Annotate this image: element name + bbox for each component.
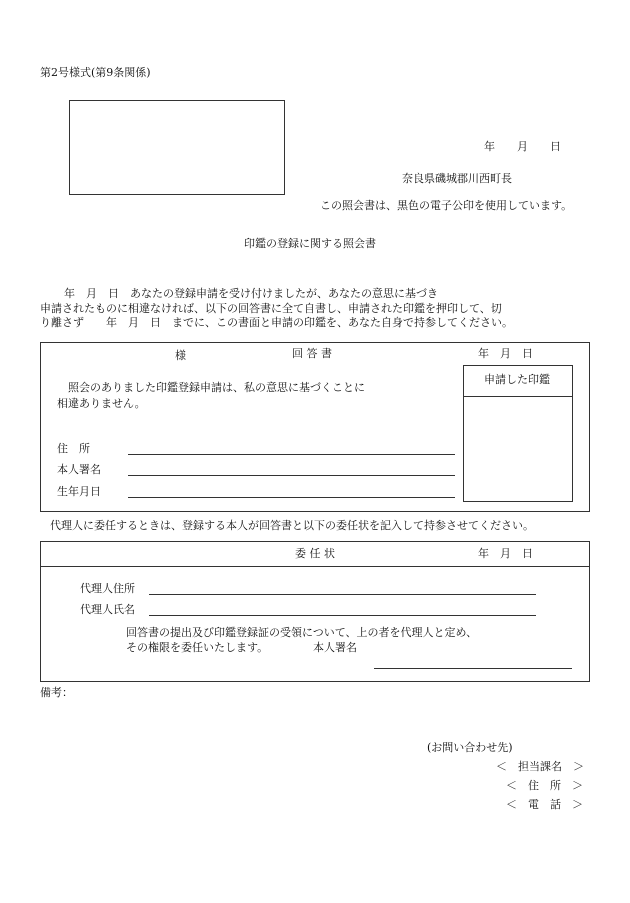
signature-label: 本人署名 xyxy=(57,463,101,476)
delegation-form xyxy=(40,541,590,682)
seal-box-label: 申請した印鑑 xyxy=(484,373,550,386)
address-field[interactable] xyxy=(128,454,455,455)
issuer-name: 奈良県磯城郡川西町長 xyxy=(402,172,512,185)
contact-address: ＜ 住 所 ＞ xyxy=(506,779,583,792)
delegation-statement-line-2: その権限を委任いたします。 xyxy=(126,641,269,654)
reply-statement-line-1: 照会のありました印鑑登録申請は、私の意思に基づくことに xyxy=(68,381,365,394)
birthdate-field[interactable] xyxy=(128,497,455,498)
proxy-name-label: 代理人氏名 xyxy=(80,603,135,616)
proxy-address-label: 代理人住所 xyxy=(80,582,135,595)
reply-statement-line-2: 相違ありません。 xyxy=(57,397,146,410)
delegation-signature-label: 本人署名 xyxy=(313,641,357,654)
electronic-seal-note: この照会書は、黒色の電子公印を使用しています。 xyxy=(320,199,573,212)
addressee-sama: 様 xyxy=(175,349,186,362)
contact-heading: (お問い合わせ先) xyxy=(427,741,513,754)
seal-impression-box xyxy=(463,365,573,502)
birthdate-label: 生年月日 xyxy=(57,485,101,498)
document-title: 印鑑の登録に関する照会書 xyxy=(244,237,376,250)
intro-line-2: 申請されたものに相違なければ、以下の回答書に全て自書し、申請された印鑑を押印して、切 xyxy=(40,302,502,315)
stamp-area-box xyxy=(69,100,285,195)
delegation-statement-line-1: 回答書の提出及び印鑑登録証の受領について、上の者を代理人と定め、 xyxy=(126,626,478,639)
delegation-header-divider xyxy=(41,566,589,567)
proxy-address-field[interactable] xyxy=(149,594,536,595)
form-number: 第2号様式(第9条関係) xyxy=(40,66,151,79)
proxy-note: 代理人に委任するときは、登録する本人が回答書と以下の委任状を記入して持参させてください。 xyxy=(50,519,534,532)
delegation-signature-field[interactable] xyxy=(374,668,572,669)
remarks-label: 備考： xyxy=(40,686,73,699)
delegation-title: 委 任 状 xyxy=(295,547,335,560)
reply-form-title: 回 答 書 xyxy=(292,347,332,360)
contact-phone: ＜ 電 話 ＞ xyxy=(506,798,583,811)
contact-department: ＜ 担当課名 ＞ xyxy=(496,760,584,773)
address-label: 住 所 xyxy=(57,442,90,455)
reply-form xyxy=(40,342,590,512)
signature-field[interactable] xyxy=(128,475,455,476)
proxy-name-field[interactable] xyxy=(149,615,536,616)
issue-date: 年 月 日 xyxy=(484,140,561,153)
reply-date: 年 月 日 xyxy=(478,347,533,360)
intro-line-1: 年 月 日 あなたの登録申請を受け付けましたが、あなたの意思に基づき xyxy=(64,287,438,300)
delegation-date: 年 月 日 xyxy=(478,547,533,560)
seal-box-divider xyxy=(464,396,572,397)
intro-line-3: り離さず 年 月 日 までに、この書面と申請の印鑑を、あなた自身で持参してください。 xyxy=(40,316,513,329)
